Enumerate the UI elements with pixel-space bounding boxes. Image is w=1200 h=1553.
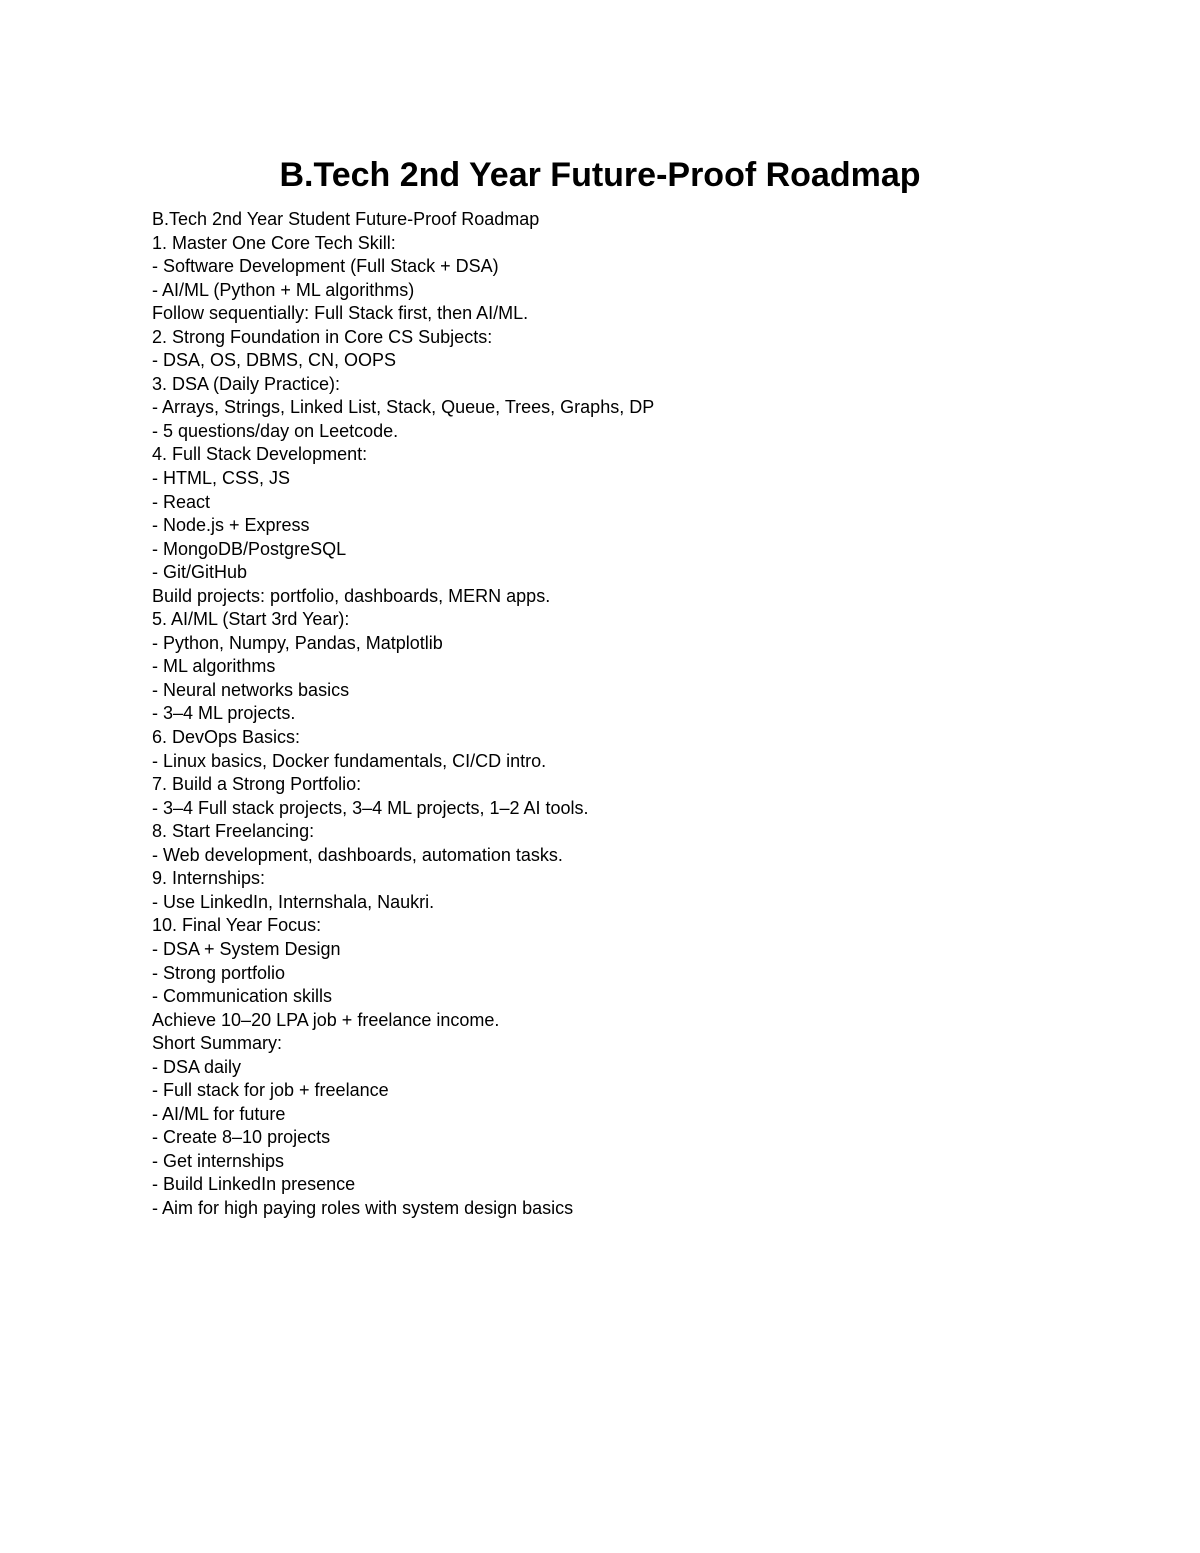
text-line: 6. DevOps Basics: — [152, 727, 301, 748]
text-line: Short Summary: — [152, 1033, 283, 1054]
text-line: - DSA + System Design — [152, 938, 341, 959]
text-line: - Neural networks basics — [152, 679, 350, 700]
text-line: Achieve 10–20 LPA job + freelance income. — [152, 1009, 500, 1030]
text-line: - React — [152, 491, 211, 512]
text-line: - ML algorithms — [152, 656, 276, 677]
text-line: - 3–4 Full stack projects, 3–4 ML projects, 1–2 AI tools. — [152, 797, 589, 818]
text-line: - 5 questions/day on Leetcode. — [152, 420, 399, 441]
text-line: - Create 8–10 projects — [152, 1127, 331, 1148]
text-line: - Full stack for job + freelance — [152, 1080, 389, 1101]
roadmap-text-body — [152, 208, 654, 1221]
text-line: - AI/ML for future — [152, 1103, 286, 1124]
text-line: - Arrays, Strings, Linked List, Stack, Queue, Trees, Graphs, DP — [152, 397, 655, 418]
text-line: - Linux basics, Docker fundamentals, CI/CD intro. — [152, 750, 547, 771]
text-line: - Use LinkedIn, Internshala, Naukri. — [152, 891, 435, 912]
text-line: - Python, Numpy, Pandas, Matplotlib — [152, 632, 443, 653]
text-line: - MongoDB/PostgreSQL — [152, 538, 347, 559]
text-line: 2. Strong Foundation in Core CS Subjects: — [152, 326, 493, 347]
text-line: - DSA daily — [152, 1056, 242, 1077]
page-title: B.Tech 2nd Year Future-Proof Roadmap — [279, 156, 921, 194]
text-line: - 3–4 ML projects. — [152, 703, 296, 724]
text-line: 5. AI/ML (Start 3rd Year): — [152, 609, 350, 630]
text-line: - Build LinkedIn presence — [152, 1174, 356, 1195]
text-line: - Aim for high paying roles with system design basics — [152, 1197, 574, 1218]
text-line: - Get internships — [152, 1150, 285, 1171]
text-line: 4. Full Stack Development: — [152, 444, 368, 465]
text-line: - Software Development (Full Stack + DSA) — [152, 256, 499, 277]
text-line: Follow sequentially: Full Stack first, then AI/ML. — [152, 303, 529, 324]
text-line: - Git/GitHub — [152, 562, 248, 583]
text-line: - Web development, dashboards, automation tasks. — [152, 844, 563, 865]
text-line: Build projects: portfolio, dashboards, MERN apps. — [152, 585, 551, 606]
text-line: 7. Build a Strong Portfolio: — [152, 774, 362, 795]
text-line: - Node.js + Express — [152, 515, 310, 536]
text-line: B.Tech 2nd Year Student Future-Proof Roadmap — [152, 209, 540, 229]
text-line: - DSA, OS, DBMS, CN, OOPS — [152, 350, 397, 371]
text-line: - HTML, CSS, JS — [152, 468, 291, 489]
text-line: - Strong portfolio — [152, 962, 286, 983]
text-line: 3. DSA (Daily Practice): — [152, 373, 341, 394]
text-line: 9. Internships: — [152, 868, 266, 889]
text-line: - Communication skills — [152, 986, 333, 1007]
text-line: - AI/ML (Python + ML algorithms) — [152, 279, 415, 300]
text-line: 8. Start Freelancing: — [152, 821, 315, 842]
text-line: 10. Final Year Focus: — [152, 915, 322, 936]
text-line: 1. Master One Core Tech Skill: — [152, 232, 396, 253]
